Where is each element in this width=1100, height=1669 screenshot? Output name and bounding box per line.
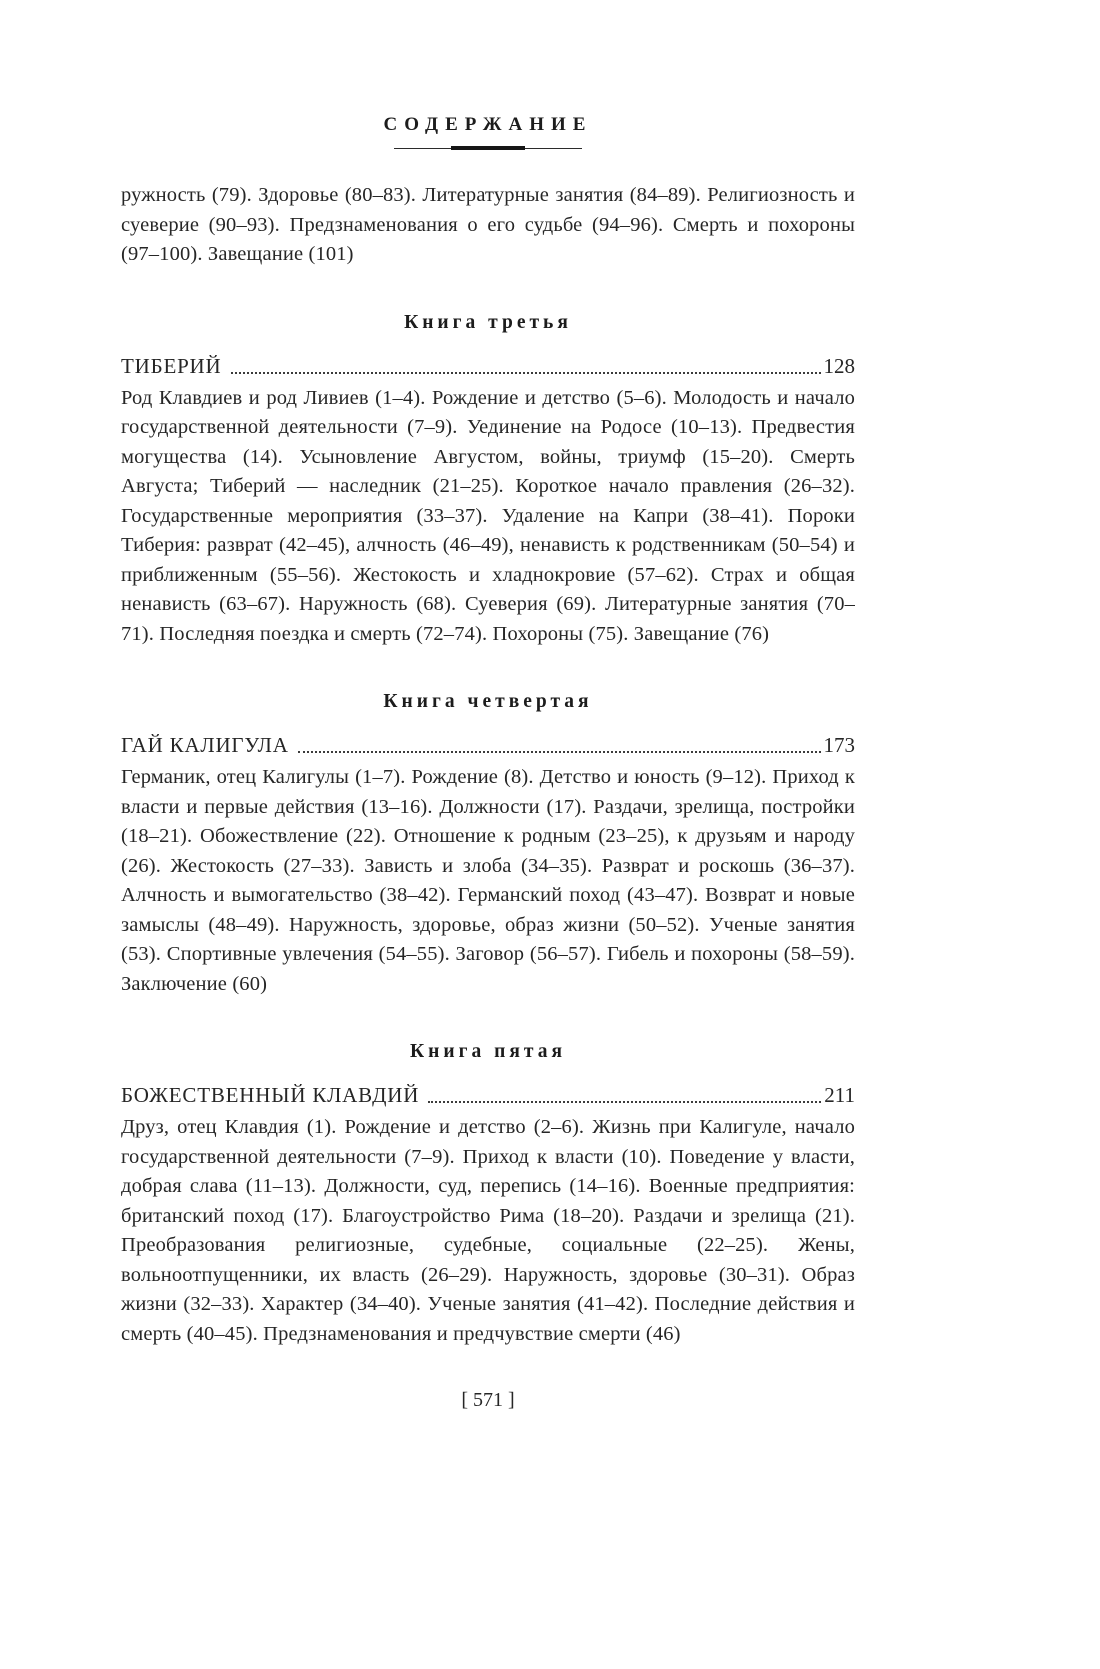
dot-leader [428, 1101, 821, 1103]
toc-entry-title: ГАЙ КАЛИГУЛА [121, 733, 289, 757]
toc-entry-title: ТИБЕРИЙ [121, 353, 222, 378]
text-column [121, 114, 855, 1412]
toc-entry-page: 173 [823, 733, 855, 757]
toc-entry-title: БОЖЕСТВЕННЫЙ КЛАВДИЙ [121, 1083, 420, 1107]
book-section-5 [121, 1041, 855, 1349]
dot-leader [298, 751, 821, 753]
book-section-4 [121, 691, 855, 999]
chapter-summary: Род Клавдиев и род Ливиев (1–4). Рождение и детство (5–6). Молодость и начало государственной деятельности (7–9). Уединение на Родосе (10–13). Предвестия могущества (14). Усыновление Августом, войны, триумф (15–20). Смерть Августа; Тиберий — наследник (21–25). Короткое начало правления (26–32). Государственные мероприятия (33–37). Удаление на Капри (38–41). Пороки Тиберия: разврат (42–45), алчность (46–49), ненависть к родственникам (50–54) и приближенным (55–56). Жестокость и хладнокровие (57–62). Страх и общая ненависть (63–67). Наружность (68). Суеверия (69). Литературные занятия (70–71). Последняя поездка и смерть (72–74). Похороны (75). Завещание (76) [121, 386, 855, 645]
toc-title: СОДЕРЖАНИЕ [383, 114, 593, 135]
toc-entry [121, 730, 855, 760]
page-number: [ 571 ] [461, 1389, 515, 1411]
toc-entry [121, 351, 855, 381]
book-heading: Книга третья [404, 311, 572, 333]
header-rule-thick-line [451, 146, 525, 150]
book-heading: Книга пятая [410, 1041, 566, 1062]
chapter-summary: Германик, отец Калигулы (1–7). Рождение (8). Детство и юность (9–12). Приход к власти и первые действия (13–16). Должности (17). Раздачи, зрелища, постройки (18–21). Обожествление (22). Отношение к родным (23–25), к друзьям и народу (26). Жестокость (27–33). Зависть и злоба (34–35). Разврат и роскошь (36–37). Алчность и вымогательство (38–42). Германский поход (43–47). Возврат и новые замыслы (48–49). Наружность, здоровье, образ жизни (50–52). Ученые занятия (53). Спортивные увлечения (54–55). Заговор (56–57). Гибель и похороны (58–59). Заключение (60) [121, 766, 855, 995]
chapter-summary: Друз, отец Клавдия (1). Рождение и детство (2–6). Жизнь при Калигуле, начало государственной деятельности (7–9). Приход к власти (10). Поведение у власти, добрая слава (11–13). Должности, суд, перепись (14–16). Военные предприятия: британский поход (17). Благоустройство Рима (18–20). Раздачи и зрелища (21). Преобразования религиозные, судебные, социальные (22–25). Жены, вольноотпущенники, их власть (26–29). Наружность, здоровье (30–31). Образ жизни (32–33). Характер (34–40). Ученые занятия (41–42). Последние действия и смерть (40–45). Предзнаменования и предчувствие смерти (46) [121, 1116, 855, 1345]
book-section-3 [121, 312, 855, 650]
book-heading: Книга четвертая [383, 691, 593, 712]
toc-continuation-paragraph: ружность (79). Здоровье (80–83). Литературные занятия (84–89). Религиозность и суеверие (90–93). Предзнаменования о его судьбе (94–96). Смерть и похороны (97–100). Завещание (101) [121, 184, 855, 265]
toc-entry-page: 211 [824, 1083, 855, 1107]
dot-leader [231, 372, 821, 374]
toc-entry [121, 1080, 855, 1110]
header-rule [394, 146, 582, 153]
toc-entry-page: 128 [823, 353, 855, 378]
